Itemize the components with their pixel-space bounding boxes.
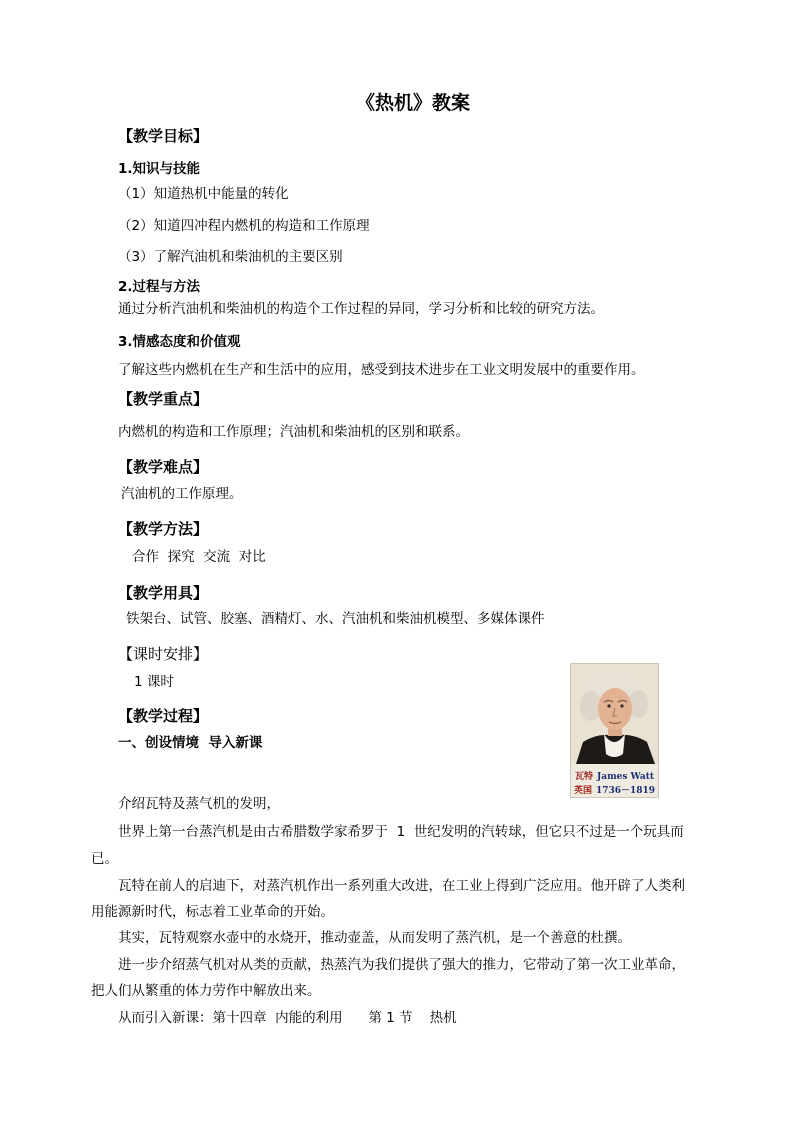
portrait-country: 英国: [573, 786, 592, 796]
paragraph-line: 用能源新时代，标志着工业革命的开始。: [91, 904, 334, 920]
portrait-name-zh: 瓦特: [574, 772, 593, 782]
subheading-process: 2.过程与方法: [118, 279, 201, 295]
knowledge-item-2: （2）知道四冲程内燃机的构造和工作原理: [118, 218, 370, 234]
attitude-text: 了解这些内燃机在生产和生活中的应用，感受到技术进步在工业文明发展中的重要作用。: [118, 362, 645, 378]
section-heading-procedure: 【教学过程】: [118, 707, 209, 725]
paragraph-line: 进一步介绍蒸气机对从类的贡献，热蒸汽为我们提供了强大的推力，它带动了第一次工业革命，: [118, 957, 685, 973]
paragraph-line: 世界上第一台蒸汽机是由古希腊数学家希罗于 1 世纪发明的汽转球，但它只不过是一个玩具而: [118, 824, 684, 840]
james-watt-portrait: [570, 663, 659, 798]
section-heading-tools: 【教学用具】: [118, 584, 209, 602]
page-title: 《热机》教案: [356, 92, 471, 114]
portrait-caption-line-2: [571, 783, 658, 796]
process-text: 通过分析汽油机和柴油机的构造个工作过程的异同，学习分析和比较的研究方法。: [118, 301, 604, 317]
section-heading-methods: 【教学方法】: [118, 520, 209, 538]
paragraph-line: 介绍瓦特及蒸气机的发明，: [118, 796, 280, 812]
tools-text: 铁架台、试管、胶塞、酒精灯、水、汽油机和柴油机模型、多媒体课件: [126, 611, 545, 627]
portrait-caption-line-1: [571, 769, 658, 782]
knowledge-item-3: （3）了解汽油机和柴油机的主要区别: [118, 249, 343, 265]
portrait-years: 1736－1819: [595, 786, 656, 796]
schedule-text: 1 课时: [134, 674, 174, 690]
paragraph-line: 其实，瓦特观察水壶中的水烧开，推动壶盖，从而发明了蒸汽机，是一个善意的杜撰。: [118, 930, 631, 946]
key-points-text: 内燃机的构造和工作原理；汽油机和柴油机的区别和联系。: [118, 424, 469, 440]
subheading-knowledge: 1.知识与技能: [118, 161, 201, 177]
section-heading-schedule: 【课时安排】: [118, 645, 209, 663]
paragraph-line: 已。: [91, 851, 118, 867]
paragraph-line: 从而引入新课：第十四章 内能的利用 第 1 节 热机: [118, 1010, 457, 1026]
portrait-illustration: [571, 664, 658, 764]
knowledge-item-1: （1）知道热机中能量的转化: [118, 186, 289, 202]
procedure-section-1-title: 一、创设情境 导入新课: [118, 735, 263, 751]
section-heading-goals: 【教学目标】: [118, 127, 209, 145]
methods-text: 合作 探究 交流 对比: [132, 549, 266, 565]
section-heading-difficulties: 【教学难点】: [118, 458, 209, 476]
portrait-name-en: James Watt: [597, 772, 655, 782]
difficulties-text: 汽油机的工作原理。: [121, 486, 243, 502]
paragraph-line: 把人们从繁重的体力劳作中解放出来。: [91, 983, 321, 999]
paragraph-line: 瓦特在前人的启迪下，对蒸汽机作出一系列重大改进，在工业上得到广泛应用。他开辟了人类利: [118, 878, 685, 894]
subheading-attitude: 3.情感态度和价值观: [118, 334, 241, 350]
section-heading-key-points: 【教学重点】: [118, 390, 209, 408]
